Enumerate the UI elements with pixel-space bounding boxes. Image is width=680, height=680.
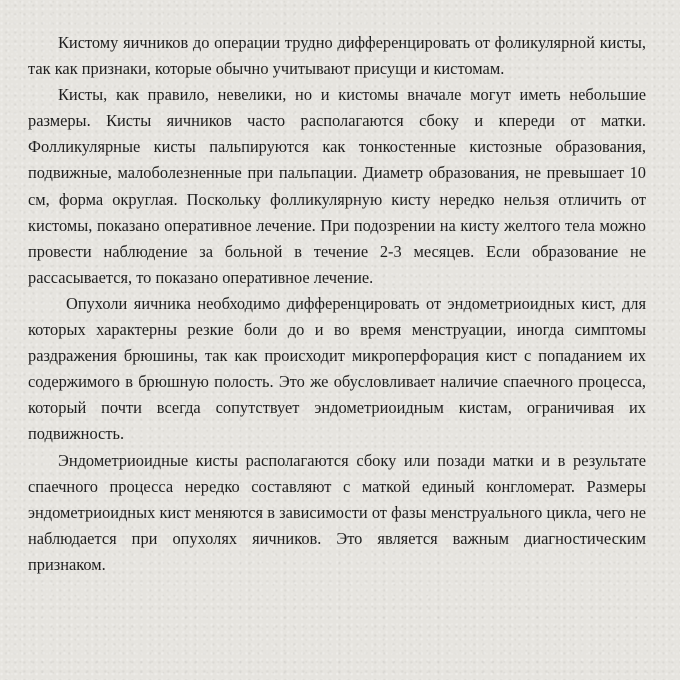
paragraph-2: Кисты, как правило, невелики, но и кистомы вначале могут иметь небольшие размеры. Кисты яичников часто располагаются сбоку и кпереди от матки. Фолликулярные кисты пальпируются как тонкостенные кистозные образования, подвижные, малоболезненные при пальпации. Диаметр образования, не превышает 10 см, форма округлая. Поскольку фолликулярную кисту нередко нельзя отличить от кистомы, показано оперативное лечение. При подозрении на кисту желтого тела можно провести наблюдение за больной в течение 2-3 месяцев. Если образование не рассасывается, то показано оперативное лечение.	[28, 85, 646, 287]
paragraph-3: Опухоли яичника необходимо дифференцировать от эндометриоидных кист, для которых характерны резкие боли до и во время менструации, иногда симптомы раздражения брюшины, так как происходит микроперфорация кист с попаданием их содержимого в брюшную полость. Это же обусловливает наличие спаечного процесса, который почти всегда сопутствует эндометриоидным кистам, ограничивая их подвижность.	[28, 293, 646, 444]
paragraph-4: Эндометриоидные кисты располагаются сбоку или позади матки и в результате спаечного процесса нередко составляют с маткой единый конгломерат. Размеры эндометриоидных кист меняются в зависимости от фазы менструального цикла, чего не наблюдается при опухолях яичников. Это является важным диагностическим признаком.	[28, 450, 646, 574]
paragraph-1: Кистому яичников до операции трудно дифференцировать от фоликулярной кисты, так как признаки, которые обычно учитывают присущи и кистомам.	[28, 33, 646, 79]
document-page	[28, 30, 646, 578]
